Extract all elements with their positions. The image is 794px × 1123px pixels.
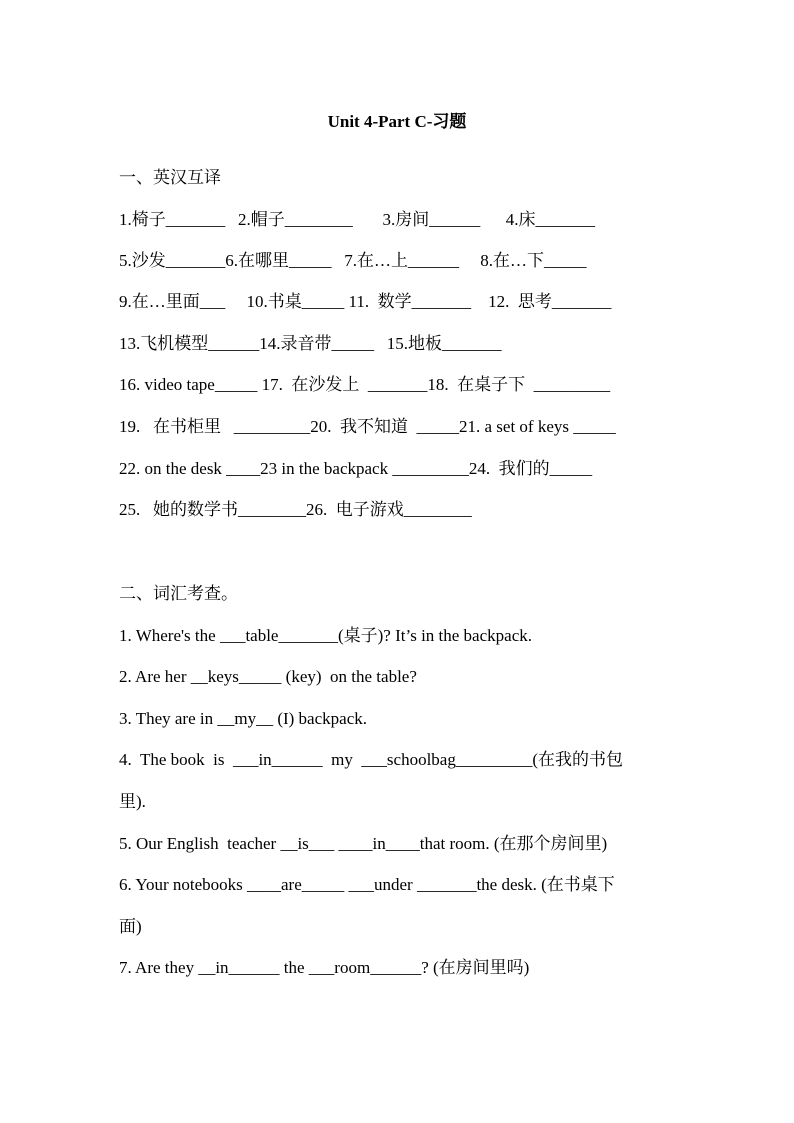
section-1-heading: 一、英汉互译 <box>119 168 221 187</box>
vocab-line-3: 9.在…里面___ 10.书桌_____ 11. 数学_______ 12. 思考_______ <box>119 292 612 311</box>
exercise-item-3: 3. They are in __my__ (I) backpack. <box>119 709 367 728</box>
vocab-line-8: 25. 她的数学书________26. 电子游戏________ <box>119 500 472 519</box>
section-2-heading: 二、词汇考查。 <box>119 584 238 603</box>
exercise-item-4-cont: 里). <box>119 792 146 811</box>
vocab-line-1: 1.椅子_______ 2.帽子________ 3.房间______ 4.床_______ <box>119 210 595 229</box>
exercise-item-5: 5. Our English teacher __is___ ____in____that room. (在那个房间里) <box>119 834 608 853</box>
exercise-item-6: 6. Your notebooks ____are_____ ___under _______the desk. (在书桌下 <box>119 875 615 894</box>
exercise-item-2: 2. Are her __keys_____ (key) on the table? <box>119 667 417 686</box>
vocab-line-5: 16. video tape_____ 17. 在沙发上 _______18. 在桌子下 _________ <box>119 375 611 394</box>
page-title: Unit 4-Part C-习题 <box>327 112 467 131</box>
vocab-line-4: 13.飞机模型______14.录音带_____ 15.地板_______ <box>119 334 502 353</box>
exercise-item-6-cont: 面) <box>119 917 142 936</box>
exercise-item-4: 4. The book is ___in______ my ___schoolbag_________(在我的书包 <box>119 750 623 769</box>
vocab-line-2: 5.沙发_______6.在哪里_____ 7.在…上______ 8.在…下_____ <box>119 251 587 270</box>
vocab-line-7: 22. on the desk ____23 in the backpack _________24. 我们的_____ <box>119 459 593 478</box>
exercise-item-1: 1. Where's the ___table_______(桌子)? It’s in the backpack. <box>119 626 532 645</box>
exercise-item-7: 7. Are they __in______ the ___room______? (在房间里吗) <box>119 958 530 977</box>
vocab-line-6: 19. 在书柜里 _________20. 我不知道 _____21. a set of keys _____ <box>119 417 616 436</box>
